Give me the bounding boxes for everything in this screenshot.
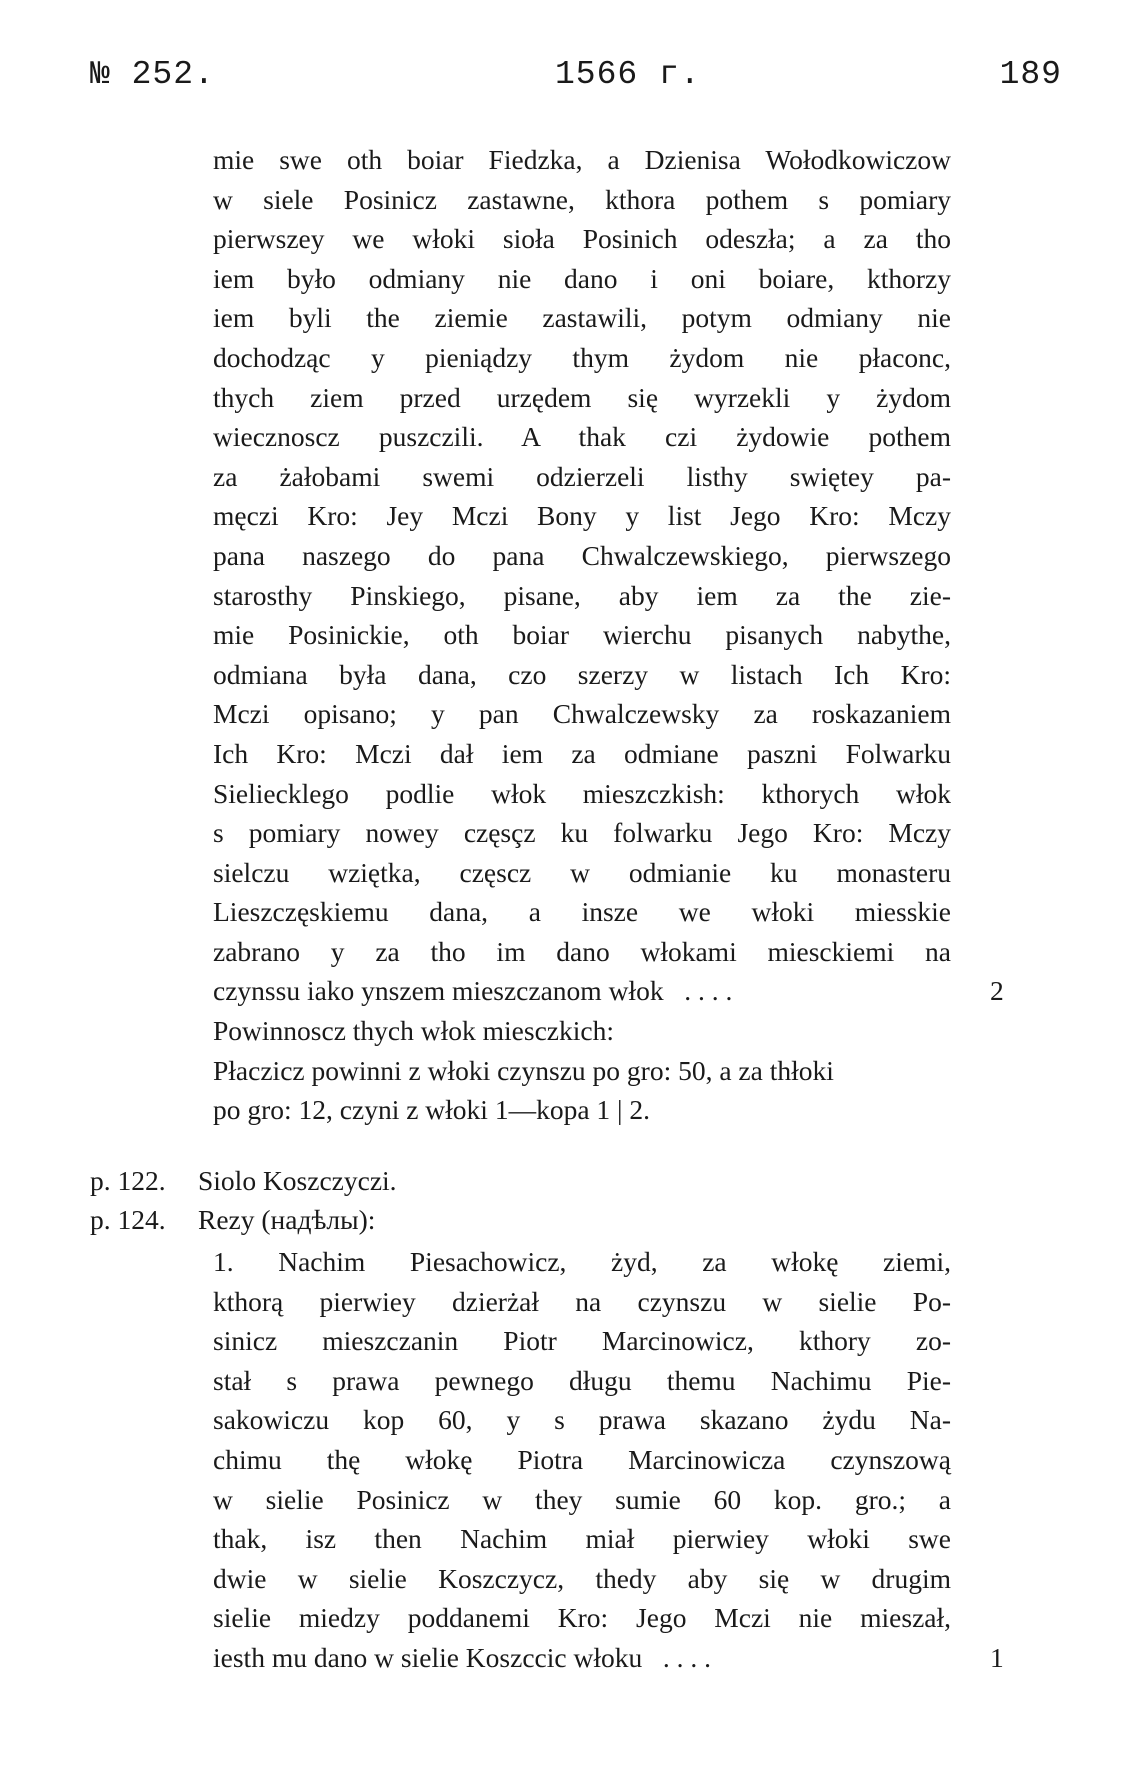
line-text: Płaczicz powinni z włoki czynszu po gro: 50, a za [213,1054,763,1086]
text-line: iem byli the ziemie zastawili, potym odmiany nie [213,302,951,334]
text-line: thych ziem przed urzędem się wyrzekli y żydom [213,381,951,413]
line-text: iesth mu dano w sielie Koszccic włoku [213,1641,643,1673]
count-value: 2 [990,975,1004,1007]
leader-dots: . . . . [684,975,733,1007]
text-line: starosthy Pinskiego, pisane, aby iem za the zie- [213,579,951,611]
text-line: pierwszey we włoki sioła Posinich odeszła; a za tho [213,223,951,255]
text-line: dwie w sielie Koszczycz, thedy aby się w drugim [213,1562,951,1594]
text-line: Powinnoscz thych włok miesczkich: [213,1015,614,1047]
text-line-with-count [213,1638,1004,1678]
text-line: w siele Posinicz zastawne, kthora pothem s pomiary [213,183,951,215]
text-line [213,1051,951,1091]
text-line: 1. Nachim Piesachowicz, żyd, za włokę ziemi, [213,1246,951,1277]
paragraph-3 [213,1242,1004,1678]
text-line: Sieliecklego podlie włok mieszczkish: kthorych włok [213,777,951,809]
text-line-with-count [213,971,1004,1011]
paragraph-1 [213,140,1004,1130]
page-reference: p. 122. [90,1165,166,1196]
line-text: czynssu iako ynszem mieszczanom włok [213,975,664,1007]
text-line: sielie miedzy poddanemi Kro: Jego Mczi nie mieszał, [213,1602,951,1634]
text-line: sielczu wziętka, częscz w odmianie ku monasteru [213,856,951,888]
text-line: dochodząc y pieniądzy thym żydom nie płaconc, [213,341,951,373]
text-line: chimu thę włokę Piotra Marcinowicza czynszową [213,1443,951,1475]
text-line: wiecznoscz puszczili. A thak czi żydowie pothem [213,421,951,453]
text-line: kthorą pierwiey dzierżał na czynszu w sielie Po- [213,1285,951,1317]
text-line: Lieszczęskiemu dana, a insze we włoki miesskie [213,896,951,928]
page-reference: p. 124. [90,1204,166,1235]
text-line: męczi Kro: Jey Mczi Bony y list Jego Kro: Mczy [213,500,951,532]
text-line: sinicz mieszczanin Piotr Marcinowicz, kthory zo- [213,1325,951,1357]
text-line: Mczi opisano; y pan Chwalczewsky za roskazaniem [213,698,951,730]
text-line: stał s prawa pewnego długu themu Nachimu Pie- [213,1364,951,1396]
document-number: № 252. [90,56,215,93]
text-line: iem było odmiany nie dano i oni boiare, kthorzy [213,262,951,294]
text-line: Ich Kro: Mczi dał iem za odmiane paszni Folwarku [213,737,951,769]
text-line: w sielie Posinicz w they sumie 60 kop. gro.; a [213,1483,951,1515]
page-header [90,56,1062,106]
text-line: zabrano y za tho im dano włokami miesckiemi na [213,935,951,967]
margin-entry [90,1200,990,1240]
text-line: mie Posinickie, oth boiar wierchu pisanych nabythe, [213,619,951,651]
text-line: s pomiary nowey częsçz ku folwarku Jego Kro: Mczy [213,817,951,849]
text-line: za żałobami swemi odzierzeli listhy swiętey pa- [213,460,951,492]
text-line: sakowiczu kop 60, y s prawa skazano żydu Na- [213,1404,951,1436]
margin-entry [90,1161,990,1201]
text-line: po gro: 12, czyni z włoki 1—kopa 1 | 2. [213,1094,651,1126]
entry-heading: Rezy (надѣлы): [198,1204,376,1235]
text-line: mie swe oth boiar Fiedzka, a Dzienisa Wołodkowiczow [213,144,951,175]
document-year: 1566 г. [555,56,701,93]
text-line: pana naszego do pana Chwalczewskiego, pierwszego [213,539,951,571]
page-number: 189 [999,56,1062,93]
leader-dots: . . . . [662,1641,711,1673]
count-value: 1 [990,1641,1004,1673]
text-line: thak, isz then Nachim miał pierwiey włoki swe [213,1523,951,1555]
text-line: odmiana była dana, czo szerzy w listach Ich Kro: [213,658,951,690]
entry-heading: Siolo Koszczyczi. [198,1165,397,1196]
line-overhang: thłoki [769,1054,834,1086]
